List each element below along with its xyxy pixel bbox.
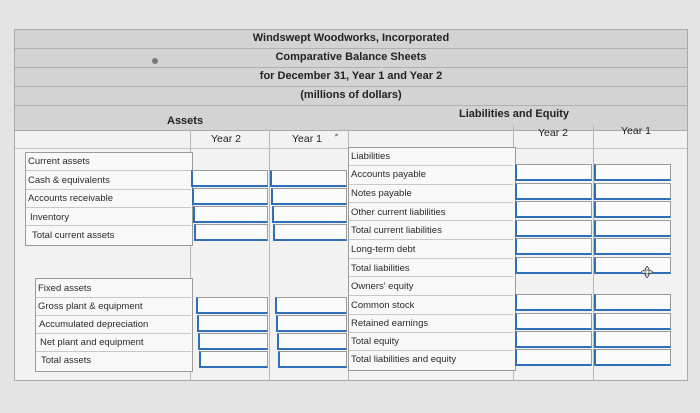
accum-dep-year1-input[interactable] [276, 315, 347, 332]
liability-row-label: Liabilities [351, 151, 391, 162]
liabilities-header: Liabilities and Equity [459, 108, 570, 120]
asset-row-label: Total assets [41, 355, 92, 366]
te-year2-input[interactable] [515, 331, 592, 348]
accum-dep-year2-input[interactable] [197, 315, 268, 332]
inventory-year2-input[interactable] [193, 206, 268, 223]
tl-year2-input[interactable] [515, 257, 592, 274]
ltd-year2-input[interactable] [515, 238, 592, 255]
statement-units: (millions of dollars) [300, 89, 402, 101]
tcl-year2-input[interactable] [515, 220, 592, 237]
liability-row-label: Accounts payable [351, 169, 426, 180]
ap-year2-input[interactable] [515, 164, 592, 181]
assets-col-year1: Year 1 [292, 133, 322, 145]
tl-year1-input[interactable] [594, 257, 671, 274]
asset-row-label: Accumulated depreciation [39, 319, 149, 330]
asset-row-label: Cash & equivalents [28, 175, 110, 186]
re-year1-input[interactable] [594, 313, 671, 330]
total-assets-year2-input[interactable] [199, 351, 268, 368]
balance-sheet [14, 29, 688, 381]
ap-year1-input[interactable] [594, 164, 671, 181]
move-cursor-icon [641, 266, 653, 278]
tca-year1-input[interactable] [273, 224, 347, 241]
liabilities-col-year2: Year 2 [538, 127, 568, 139]
cash-year2-input[interactable] [191, 170, 268, 187]
tle-year2-input[interactable] [515, 349, 592, 366]
tca-year2-input[interactable] [194, 224, 268, 241]
notes-year1-input[interactable] [594, 183, 671, 200]
gross-plant-year1-input[interactable] [275, 297, 347, 314]
ar-year2-input[interactable] [192, 188, 268, 205]
fixed-assets-label: Fixed assets [38, 283, 92, 294]
asset-row-label: Inventory [30, 212, 70, 223]
notes-year2-input[interactable] [515, 183, 592, 200]
ocl-year1-input[interactable] [594, 201, 671, 218]
statement-title: Comparative Balance Sheets [275, 51, 427, 63]
cash-year1-input[interactable] [270, 170, 347, 187]
te-year1-input[interactable] [594, 331, 671, 348]
current-assets-label: Current assets [28, 156, 90, 167]
net-plant-year2-input[interactable] [198, 333, 268, 350]
liability-row-label: Other current liabilities [351, 207, 446, 218]
liability-row-label: Total liabilities and equity [351, 354, 457, 365]
header-band [15, 106, 687, 131]
liability-row-label: Total current liabilities [351, 225, 442, 236]
liability-row-label: Retained earnings [351, 318, 429, 329]
statement-period: for December 31, Year 1 and Year 2 [259, 70, 443, 82]
asset-row-label: Gross plant & equipment [38, 301, 143, 312]
liability-row-label: Long-term debt [351, 244, 416, 255]
liability-row-label: Total equity [351, 336, 400, 347]
liability-row-label: Notes payable [351, 188, 412, 199]
cs-year2-input[interactable] [515, 294, 592, 311]
re-year2-input[interactable] [515, 313, 592, 330]
ocl-year2-input[interactable] [515, 201, 592, 218]
asset-row-label: Net plant and equipment [40, 337, 144, 348]
liability-row-label: Common stock [351, 300, 415, 311]
asset-row-label: Total current assets [32, 230, 115, 241]
tle-year1-input[interactable] [594, 349, 671, 366]
liability-row-label: Owners' equity [351, 281, 414, 292]
assets-header: Assets [167, 115, 204, 127]
ltd-year1-input[interactable] [594, 238, 671, 255]
inventory-year1-input[interactable] [272, 206, 347, 223]
company-name: Windswept Woodworks, Incorporated [252, 32, 450, 44]
gross-plant-year2-input[interactable] [196, 297, 268, 314]
cs-year1-input[interactable] [594, 294, 671, 311]
tcl-year1-input[interactable] [594, 220, 671, 237]
total-assets-year1-input[interactable] [278, 351, 347, 368]
assets-col-year2: Year 2 [211, 133, 241, 145]
liability-row-label: Total liabilities [351, 263, 410, 274]
liabilities-col-year1: Year 1 [621, 125, 651, 137]
asset-row-label: Accounts receivable [28, 193, 114, 204]
net-plant-year1-input[interactable] [277, 333, 347, 350]
ar-year1-input[interactable] [271, 188, 347, 205]
